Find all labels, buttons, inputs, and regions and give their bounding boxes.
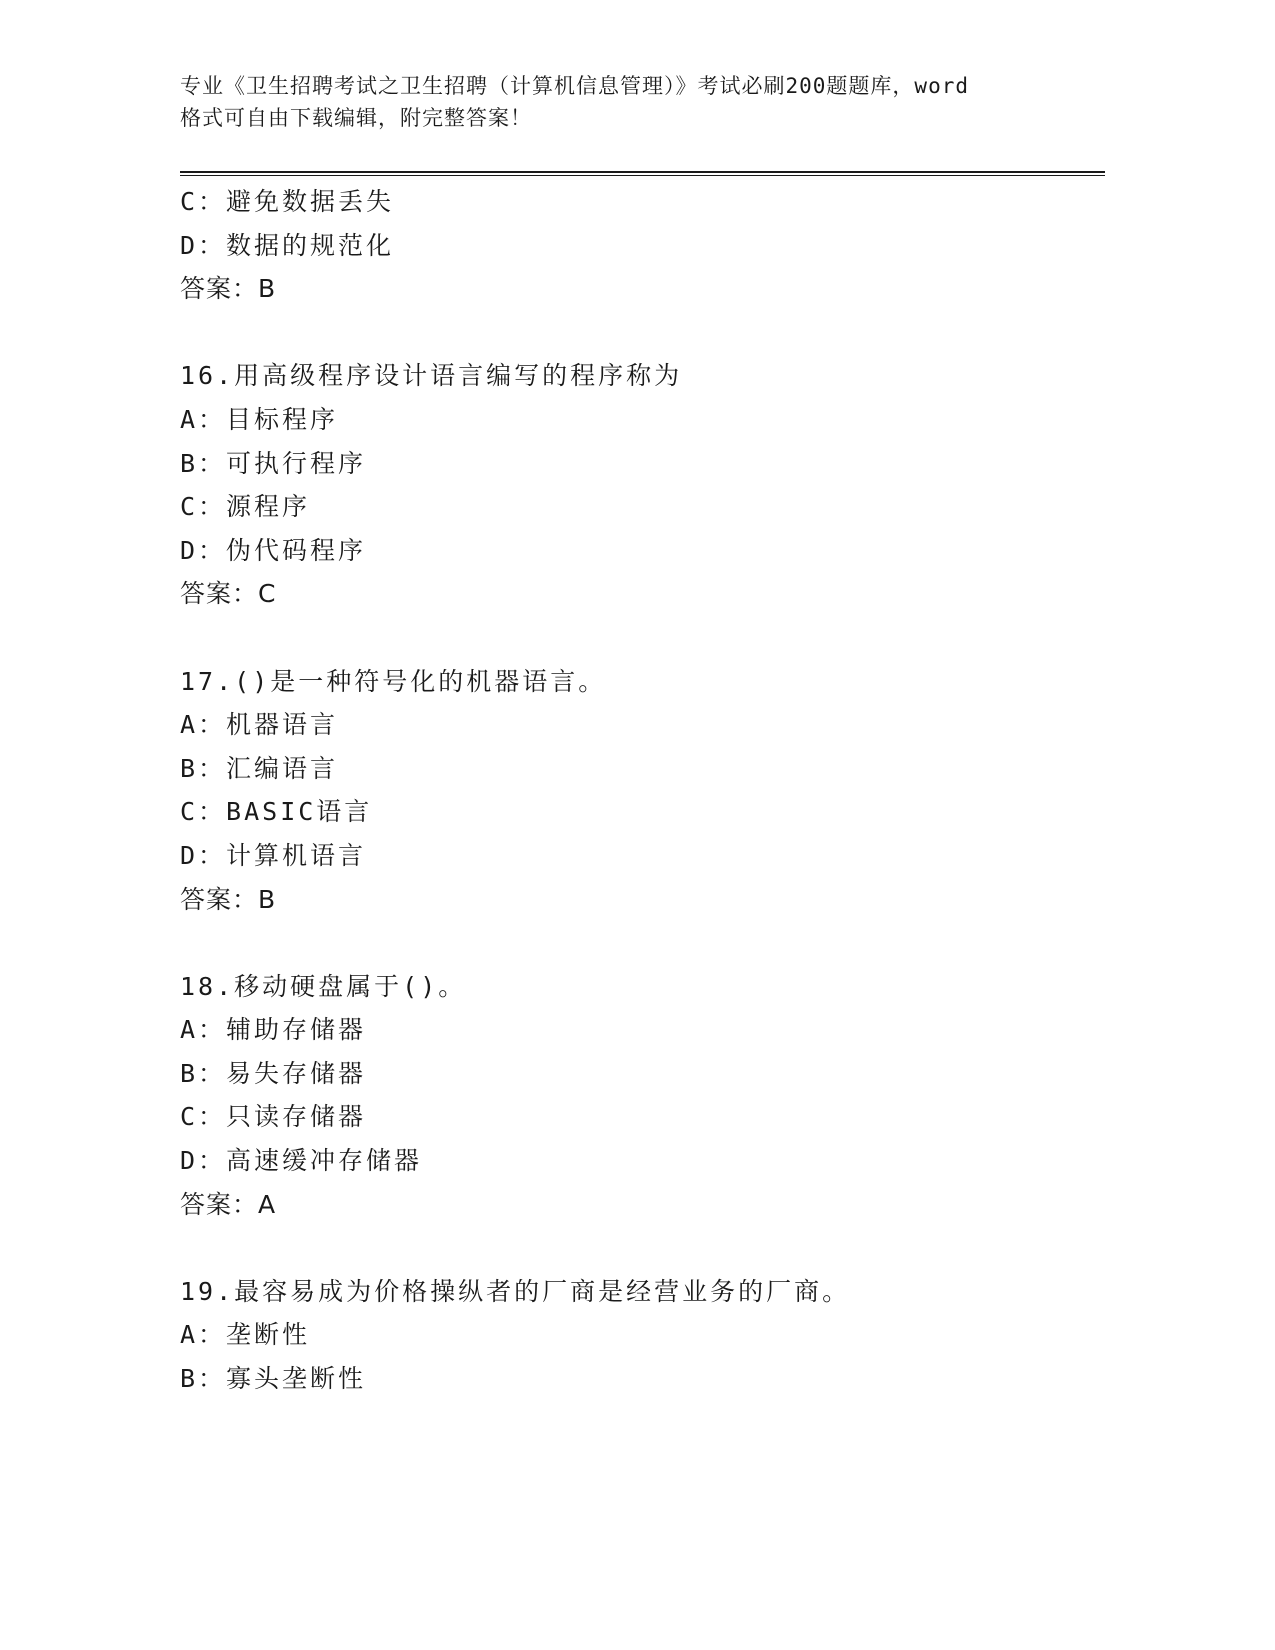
answer-line: 答案：B bbox=[180, 274, 277, 304]
option-b: B：易失存储器 bbox=[180, 1058, 367, 1088]
option-d: D：数据的规范化 bbox=[180, 230, 395, 260]
question-stem: 18.移动硬盘属于()。 bbox=[180, 971, 467, 1001]
option-d: D：伪代码程序 bbox=[180, 535, 367, 565]
question-stem: 19.最容易成为价格操纵者的厂商是经营业务的厂商。 bbox=[180, 1276, 851, 1306]
header-divider-thin bbox=[180, 175, 1105, 176]
document-header bbox=[180, 70, 1060, 134]
question-block bbox=[180, 660, 1105, 922]
question-stem: 16.用高级程序设计语言编写的程序称为 bbox=[180, 361, 683, 391]
option-a: A：目标程序 bbox=[180, 404, 339, 434]
question-block bbox=[180, 965, 1105, 1227]
question-block bbox=[180, 1270, 1105, 1401]
header-divider-thick bbox=[180, 171, 1105, 173]
question-block bbox=[180, 354, 1105, 616]
option-c: C：源程序 bbox=[180, 492, 311, 522]
answer-line: 答案：A bbox=[180, 1189, 277, 1219]
option-c: C：BASIC语言 bbox=[180, 797, 373, 827]
option-b: B：可执行程序 bbox=[180, 448, 367, 478]
option-c: C：避免数据丢失 bbox=[180, 187, 395, 216]
answer-line: 答案：C bbox=[180, 579, 277, 609]
spacer bbox=[180, 1226, 1105, 1270]
option-c: C：只读存储器 bbox=[180, 1102, 367, 1132]
header-line-2: 格式可自由下载编辑，附完整答案！ bbox=[180, 106, 532, 130]
option-d: D：计算机语言 bbox=[180, 840, 367, 870]
option-a: A：机器语言 bbox=[180, 710, 339, 740]
spacer bbox=[180, 616, 1105, 660]
option-d: D：高速缓冲存储器 bbox=[180, 1146, 423, 1176]
question-stem: 17.()是一种符号化的机器语言。 bbox=[180, 666, 607, 696]
option-b: B：汇编语言 bbox=[180, 753, 339, 783]
option-b: B：寡头垄断性 bbox=[180, 1364, 367, 1394]
answer-line: 答案：B bbox=[180, 884, 277, 914]
spacer bbox=[180, 921, 1105, 965]
question-list bbox=[180, 180, 1105, 1401]
question-block-partial bbox=[180, 180, 1105, 311]
option-a: A：垄断性 bbox=[180, 1320, 311, 1350]
option-a: A：辅助存储器 bbox=[180, 1015, 367, 1045]
spacer bbox=[180, 311, 1105, 355]
header-line-1: 专业《卫生招聘考试之卫生招聘（计算机信息管理）》考试必刷200题题库，word bbox=[180, 74, 969, 98]
